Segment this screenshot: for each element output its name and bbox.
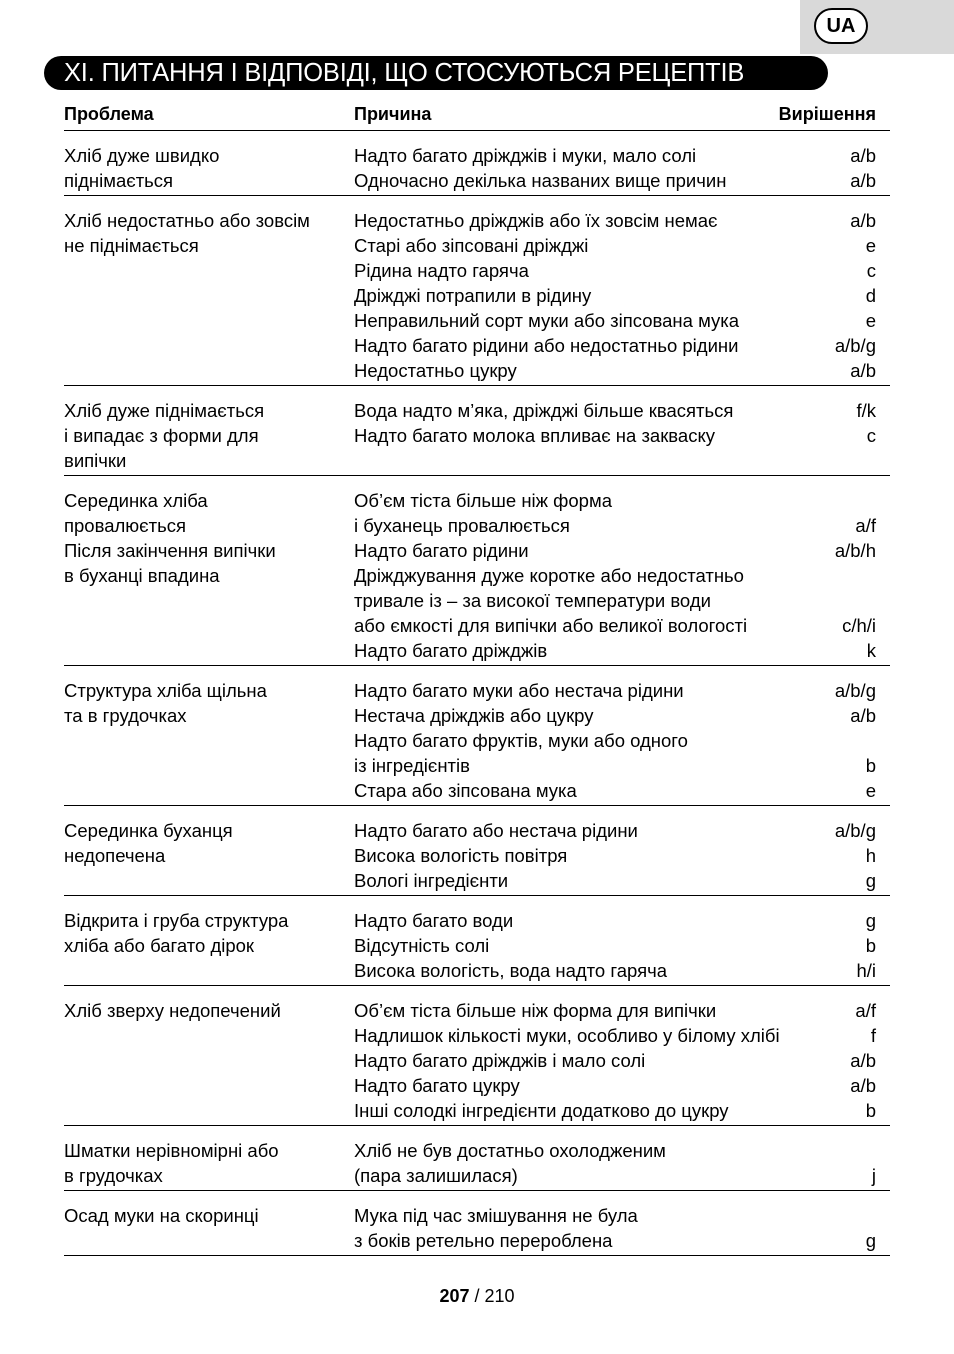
cause-text: Стара або зіпсована мука	[354, 780, 577, 801]
table-line	[64, 1163, 890, 1188]
table-line	[64, 1138, 890, 1163]
solution-code: d	[865, 285, 876, 306]
problem-text: та в грудочках	[64, 705, 187, 726]
solution-code: e	[865, 780, 876, 801]
problem-text: Структура хліба щільна	[64, 680, 267, 701]
problem-text: недопечена	[64, 845, 166, 866]
table-line	[64, 563, 890, 588]
cause-text: або ємкості для випічки або великої вологості	[354, 615, 748, 636]
cause-text: Неправильний сорт муки або зіпсована мука	[354, 310, 740, 331]
table-line	[64, 1098, 890, 1123]
solution-code: g	[865, 1230, 876, 1251]
solution-code: b	[865, 1100, 876, 1121]
troubleshooting-table	[64, 100, 890, 1256]
solution-code: c	[866, 425, 876, 446]
table-line	[64, 1073, 890, 1098]
cause-text: Об’єм тіста більше ніж форма	[354, 490, 612, 511]
cause-text: із інгредієнтів	[354, 755, 470, 776]
table-row	[64, 666, 890, 806]
cause-text: Хліб не був достатньо охолодженим	[354, 1140, 666, 1161]
solution-code: a/b	[850, 145, 876, 166]
table-line	[64, 208, 890, 233]
solution-code: c	[866, 260, 876, 281]
page-number	[0, 1286, 954, 1307]
solution-code: a/b	[850, 170, 876, 191]
cause-text: Надлишок кількості муки, особливо у білому хлібі	[354, 1025, 780, 1046]
solution-code: h/i	[856, 960, 876, 981]
table-line	[64, 933, 890, 958]
table-line	[64, 488, 890, 513]
problem-text: випічки	[64, 450, 127, 471]
problem-text: піднімається	[64, 170, 174, 191]
table-line	[64, 908, 890, 933]
cause-text: Відсутність солі	[354, 935, 490, 956]
cause-text: (пара залишилася)	[354, 1165, 518, 1186]
cause-text: Інші солодкі інгредієнти додатково до цукру	[354, 1100, 729, 1121]
cause-text: Висока вологість повітря	[354, 845, 568, 866]
table-line	[64, 143, 890, 168]
table-line	[64, 308, 890, 333]
table-line	[64, 703, 890, 728]
solution-code: g	[865, 870, 876, 891]
problem-text: і випадає з форми для	[64, 425, 259, 446]
table-row	[64, 476, 890, 666]
cause-text: Дріжджі потрапили в рідину	[354, 285, 592, 306]
cause-text: Одночасно декілька названих вище причин	[354, 170, 727, 191]
cause-text: Старі або зіпсовані дріжджі	[354, 235, 589, 256]
problem-text: Хліб зверху недопечений	[64, 1000, 281, 1021]
cause-text: Надто багато дріжджів і муки, мало солі	[354, 145, 697, 166]
solution-code: a/b/h	[834, 540, 876, 561]
table-line	[64, 333, 890, 358]
solution-code: a/b	[850, 210, 876, 231]
cause-text: Надто багато рідини	[354, 540, 529, 561]
table-line	[64, 1228, 890, 1253]
cause-text: Надто багато води	[354, 910, 514, 931]
language-badge: UA	[814, 8, 868, 44]
solution-code: a/b	[850, 1075, 876, 1096]
table-line	[64, 423, 890, 448]
solution-code: g	[865, 910, 876, 931]
problem-text: Хліб дуже піднімається	[64, 400, 265, 421]
table-line	[64, 513, 890, 538]
table-line	[64, 1048, 890, 1073]
solution-code: b	[865, 935, 876, 956]
table-row	[64, 386, 890, 476]
problem-text: Хліб недостатньо або зовсім	[64, 210, 310, 231]
table-line	[64, 728, 890, 753]
problem-text: Осад муки на скоринці	[64, 1205, 259, 1226]
column-header-solution: Вирішення	[778, 104, 876, 124]
solution-code: b	[865, 755, 876, 776]
section-title: XI. ПИТАННЯ І ВІДПОВІДІ, ЩО СТОСУЮТЬСЯ РЕЦЕПТІВ	[64, 58, 745, 87]
cause-text: Вологі інгредієнти	[354, 870, 509, 891]
table-row	[64, 131, 890, 196]
problem-text: хліба або багато дірок	[64, 935, 255, 956]
solution-code: k	[866, 640, 876, 661]
page-current: 207	[439, 1286, 470, 1306]
table-line	[64, 868, 890, 893]
table-line	[64, 638, 890, 663]
cause-text: Надто багато дріжджів і мало солі	[354, 1050, 646, 1071]
cause-text: Мука під час змішування не була	[354, 1205, 638, 1226]
column-header-problem: Проблема	[64, 104, 154, 124]
table-row	[64, 1126, 890, 1191]
problem-text: провалюється	[64, 515, 186, 536]
solution-code: a/b/g	[834, 335, 876, 356]
solution-code: f/k	[856, 400, 876, 421]
table-line	[64, 1023, 890, 1048]
table-line	[64, 678, 890, 703]
table-line	[64, 283, 890, 308]
cause-text: Висока вологість, вода надто гаряча	[354, 960, 668, 981]
problem-text: Хліб дуже швидко	[64, 145, 220, 166]
table-line	[64, 778, 890, 803]
cause-text: з боків ретельно перероблена	[354, 1230, 613, 1251]
table-body	[64, 131, 890, 1256]
table-line	[64, 588, 890, 613]
cause-text: Дріжджування дуже коротке або недостатньо	[354, 565, 744, 586]
cause-text: Надто багато рідини або недостатньо рідини	[354, 335, 739, 356]
solution-code: f	[870, 1025, 876, 1046]
cause-text: Надто багато фруктів, муки або одного	[354, 730, 688, 751]
problem-text: Відкрита і груба структура	[64, 910, 289, 931]
table-line	[64, 358, 890, 383]
table-line	[64, 753, 890, 778]
cause-text: Надто багато або нестача рідини	[354, 820, 638, 841]
solution-code: a/b	[850, 705, 876, 726]
table-line	[64, 843, 890, 868]
section-title-bar	[44, 56, 828, 90]
cause-text: Надто багато дріжджів	[354, 640, 548, 661]
page-total: / 210	[469, 1286, 515, 1306]
table-line	[64, 818, 890, 843]
table-line	[64, 538, 890, 563]
problem-text: Шматки нерівномірні або	[64, 1140, 279, 1161]
cause-text: Надто багато муки або нестача рідини	[354, 680, 684, 701]
table-header	[64, 100, 890, 131]
solution-code: a/b	[850, 1050, 876, 1071]
solution-code: h	[865, 845, 876, 866]
table-row	[64, 986, 890, 1126]
solution-code: j	[871, 1165, 876, 1186]
table-line	[64, 398, 890, 423]
table-row	[64, 806, 890, 896]
table-line	[64, 613, 890, 638]
cause-text: Об’єм тіста більше ніж форма для випічки	[354, 1000, 717, 1021]
cause-text: Нестача дріжджів або цукру	[354, 705, 594, 726]
problem-text: в грудочках	[64, 1165, 163, 1186]
cause-text: Вода надто м’яка, дріжджі більше квасяться	[354, 400, 734, 421]
cause-text: і буханець провалюється	[354, 515, 570, 536]
table-line	[64, 233, 890, 258]
problem-text: в буханці впадина	[64, 565, 220, 586]
solution-code: e	[865, 235, 876, 256]
problem-text: Після закінчення випічки	[64, 540, 276, 561]
solution-code: a/f	[855, 515, 876, 536]
cause-text: Надто багато цукру	[354, 1075, 520, 1096]
table-row	[64, 896, 890, 986]
solution-code: a/b	[850, 360, 876, 381]
table-row	[64, 196, 890, 386]
column-header-cause: Причина	[354, 104, 432, 124]
table-line	[64, 998, 890, 1023]
table-row	[64, 1191, 890, 1256]
problem-text: не піднімається	[64, 235, 199, 256]
table-line	[64, 168, 890, 193]
solution-code: a/b/g	[834, 680, 876, 701]
table-line	[64, 1203, 890, 1228]
solution-code: a/b/g	[834, 820, 876, 841]
cause-text: Недостатньо дріжджів або їх зовсім немає	[354, 210, 718, 231]
cause-text: Недостатньо цукру	[354, 360, 517, 381]
table-line	[64, 448, 890, 473]
solution-code: e	[865, 310, 876, 331]
problem-text: Серединка хліба	[64, 490, 208, 511]
cause-text: Рідина надто гаряча	[354, 260, 529, 281]
cause-text: Надто багато молока впливає на закваску	[354, 425, 716, 446]
solution-code: c/h/i	[842, 615, 876, 636]
problem-text: Серединка буханця	[64, 820, 233, 841]
cause-text: тривале із – за високої температури води	[354, 590, 711, 611]
table-line	[64, 258, 890, 283]
table-line	[64, 958, 890, 983]
solution-code: a/f	[855, 1000, 876, 1021]
